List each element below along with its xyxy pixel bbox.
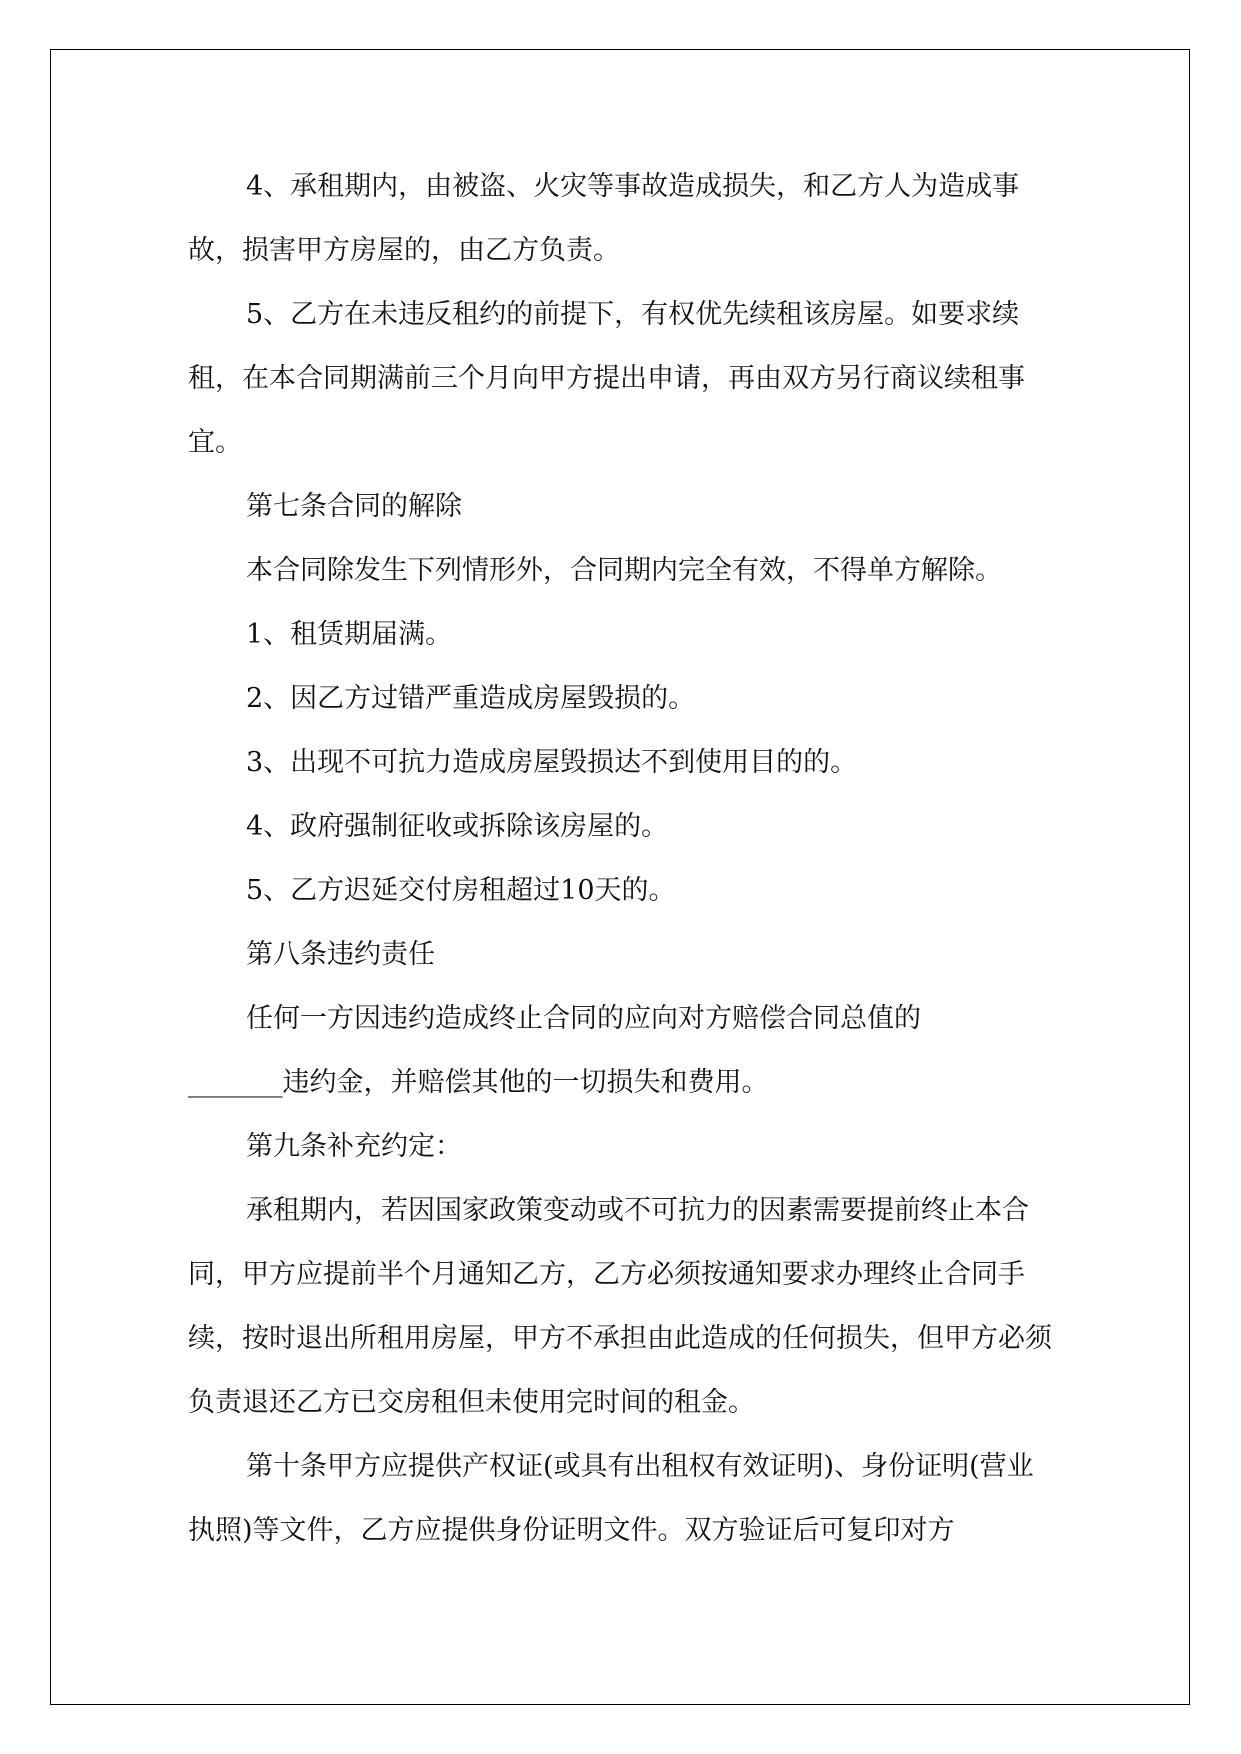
article-7-intro: 本合同除发生下列情形外，合同期内完全有效，不得单方解除。: [246, 555, 1002, 586]
article-7-item-3: 3、出现不可抗力造成房屋毁损达不到使用目的的。: [246, 747, 858, 778]
clause-6-item-5: 5、乙方在未违反租约的前提下，有权优先续租该房屋。如要求续租，在本合同期满前三个月向甲方提出申请，再由双方另行商议续租事宜。: [188, 299, 1025, 458]
article-7-item-1: 1、租赁期届满。: [246, 619, 453, 650]
article-10-text: 第十条甲方应提供产权证(或具有出租权有效证明)、身份证明(营业执照)等文件，乙方应提供身份证明文件。双方验证后可复印对方: [188, 1451, 1034, 1546]
article-7-heading: 第七条合同的解除: [246, 491, 462, 522]
article-7-item-4: 4、政府强制征收或拆除该房屋的。: [246, 811, 669, 842]
article-7-item-5: 5、乙方迟延交付房租超过10天的。: [246, 875, 676, 906]
article-8-text-continued: _______违约金，并赔偿其他的一切损失和费用。: [188, 1067, 769, 1098]
article-8-heading: 第八条违约责任: [246, 939, 435, 970]
article-9-heading: 第九条补充约定：: [246, 1131, 462, 1162]
clause-6-item-4: 4、承租期内，由被盗、火灾等事故造成损失，和乙方人为造成事故，损害甲方房屋的，由乙方负责。: [188, 171, 1020, 266]
document-body: [188, 155, 1058, 1563]
article-9-text: 承租期内，若因国家政策变动或不可抗力的因素需要提前终止本合同，甲方应提前半个月通知乙方，乙方必须按通知要求办理终止合同手续，按时退出所租用房屋，甲方不承担由此造成的任何损失，但甲方必须负责退还乙方已交房租但未使用完时间的租金。: [188, 1195, 1052, 1418]
article-7-item-2: 2、因乙方过错严重造成房屋毁损的。: [246, 683, 696, 714]
article-8-text: 任何一方因违约造成终止合同的应向对方赔偿合同总值的: [246, 1003, 921, 1034]
